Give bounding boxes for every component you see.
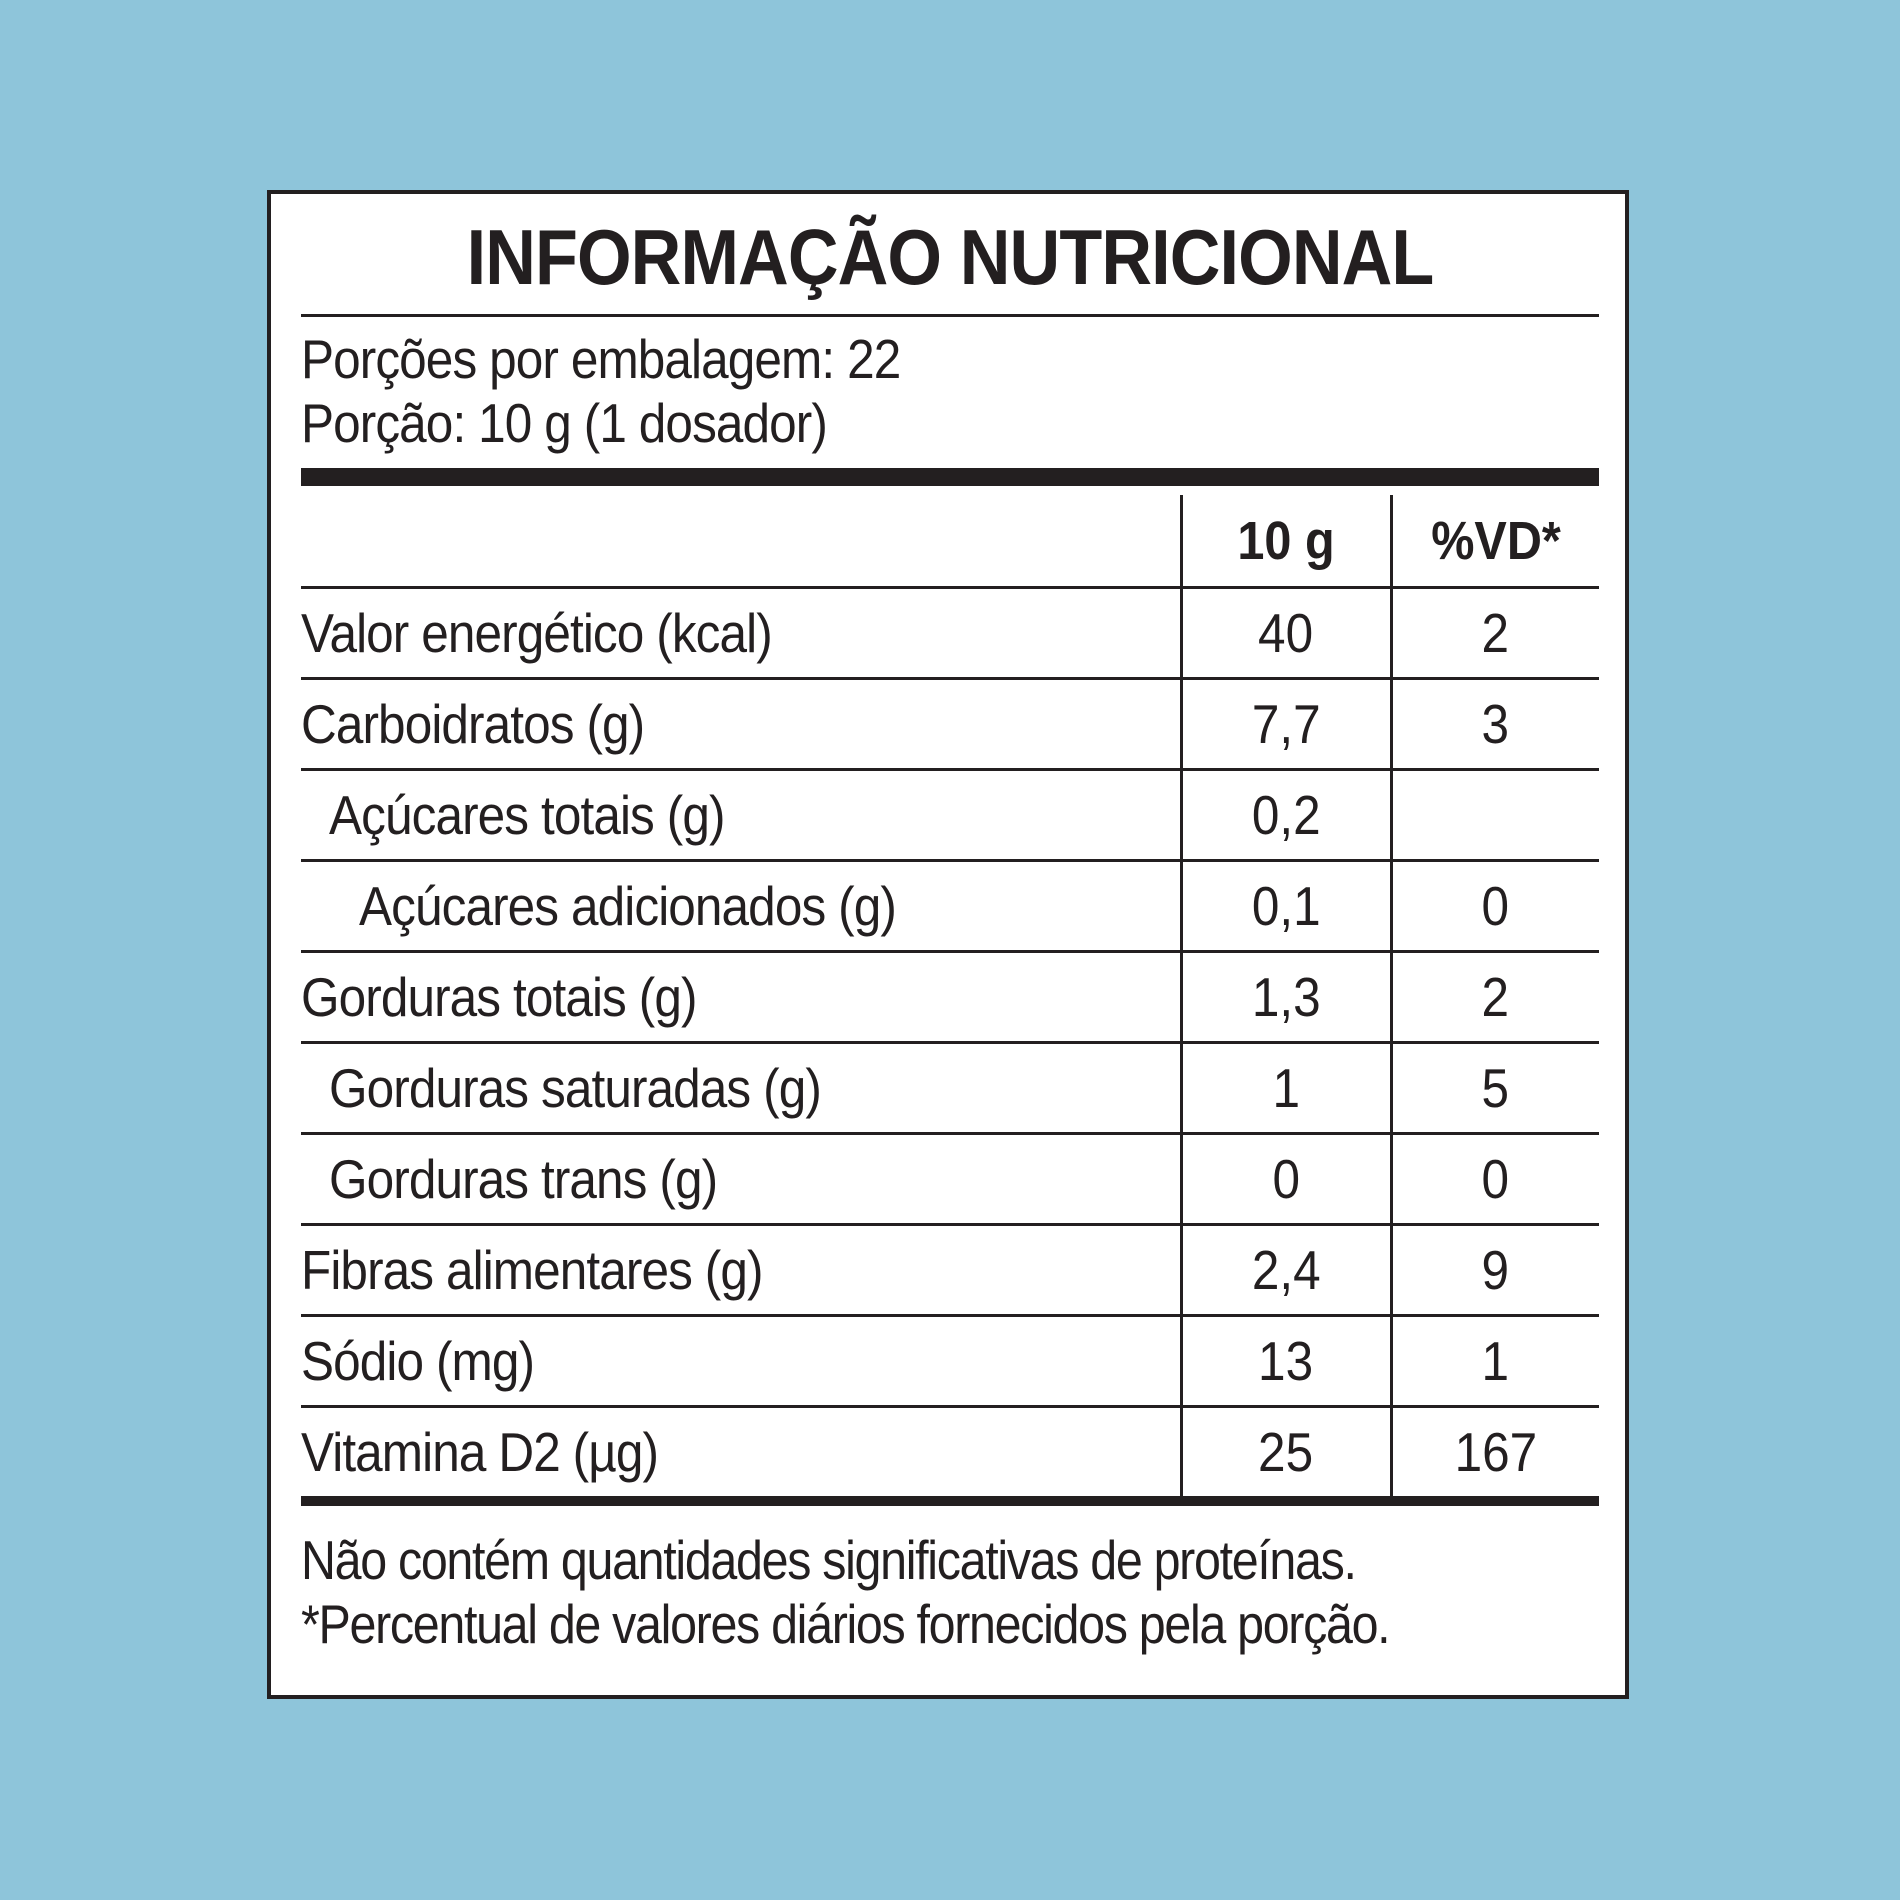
nutrient-amount: 0,2 [1181,770,1391,861]
nutrition-facts-panel [267,190,1629,1699]
nutrient-column-header [301,495,1181,588]
table-row [301,1043,1599,1134]
table-row [301,770,1599,861]
table-row [301,679,1599,770]
nutrient-name: Sódio (mg) [301,1316,1181,1407]
nutrition-table [301,495,1599,1496]
nutrient-dv: 167 [1391,1407,1599,1497]
table-row [301,588,1599,679]
footnote-dv: *Percentual de valores diários fornecidos pela porção. [301,1593,1390,1655]
dv-column-header: %VD* [1391,495,1599,588]
nutrient-amount: 40 [1181,588,1391,679]
nutrient-name: Açúcares totais (g) [301,770,1181,861]
nutrient-dv: 0 [1391,1134,1599,1225]
serving-info [301,317,1599,455]
servings-per-package: Porções por embalagem: 22 [301,328,901,390]
nutrition-facts-content [301,194,1599,1656]
footnote-protein: Não contém quantidades significativas de proteínas. [301,1529,1356,1591]
amount-column-header: 10 g [1181,495,1391,588]
table-row [301,1134,1599,1225]
nutrient-dv: 9 [1391,1225,1599,1316]
nutrient-amount: 1 [1181,1043,1391,1134]
nutrient-dv: 0 [1391,861,1599,952]
nutrient-amount: 13 [1181,1316,1391,1407]
table-row [301,952,1599,1043]
nutrient-dv: 2 [1391,952,1599,1043]
nutrient-dv: 5 [1391,1043,1599,1134]
serving-size: Porção: 10 g (1 dosador) [301,392,827,454]
nutrient-name: Gorduras saturadas (g) [301,1043,1181,1134]
nutrient-name: Valor energético (kcal) [301,588,1181,679]
nutrient-name: Fibras alimentares (g) [301,1225,1181,1316]
nutrient-amount: 2,4 [1181,1225,1391,1316]
nutrient-name: Gorduras trans (g) [301,1134,1181,1225]
nutrient-dv: 2 [1391,588,1599,679]
footnotes [301,1506,1599,1656]
table-row [301,1225,1599,1316]
serving-divider [301,468,1599,486]
nutrient-amount: 25 [1181,1407,1391,1497]
nutrient-name: Carboidratos (g) [301,679,1181,770]
nutrient-name: Açúcares adicionados (g) [301,861,1181,952]
nutrient-amount: 7,7 [1181,679,1391,770]
nutrient-dv: 1 [1391,1316,1599,1407]
label-title: INFORMAÇÃO NUTRICIONAL [466,213,1434,301]
nutrient-dv [1391,770,1599,861]
nutrient-amount: 0 [1181,1134,1391,1225]
table-header-row [301,495,1599,588]
nutrient-amount: 0,1 [1181,861,1391,952]
nutrient-dv: 3 [1391,679,1599,770]
nutrient-name: Vitamina D2 (µg) [301,1407,1181,1497]
table-row [301,1407,1599,1497]
table-bottom-divider [301,1496,1599,1506]
nutrient-name: Gorduras totais (g) [301,952,1181,1043]
table-row [301,861,1599,952]
table-row [301,1316,1599,1407]
nutrient-amount: 1,3 [1181,952,1391,1043]
